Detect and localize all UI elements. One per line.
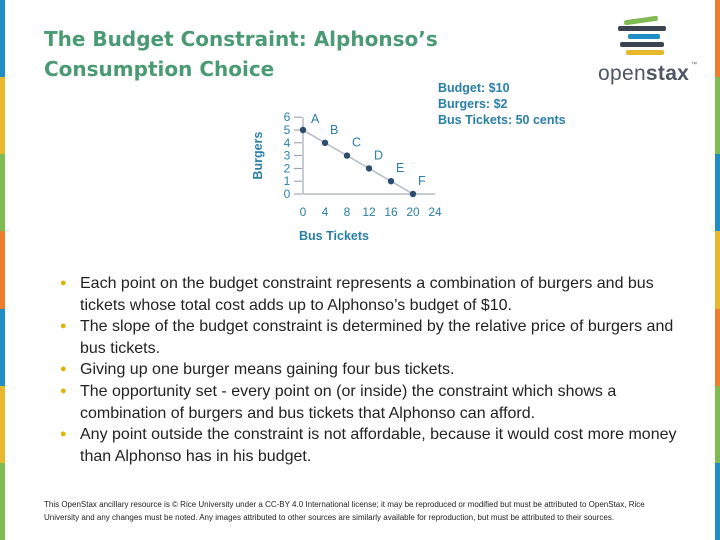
point-label: A bbox=[311, 112, 320, 126]
point-label: D bbox=[374, 148, 384, 163]
data-point-c bbox=[344, 152, 350, 158]
right-edge-stripe bbox=[715, 0, 720, 540]
data-point-d bbox=[366, 165, 372, 171]
data-point-a bbox=[300, 127, 306, 133]
x-tick-label: 20 bbox=[406, 205, 420, 219]
bullet-item bbox=[60, 424, 680, 467]
budget-info-line: Budget: $10 bbox=[438, 81, 510, 95]
bullet-dot-icon: ● bbox=[60, 384, 67, 397]
bullet-dot-icon: ● bbox=[60, 363, 67, 376]
y-axis-title: Burgers bbox=[251, 131, 265, 180]
bullet-item bbox=[60, 273, 680, 316]
data-point-e bbox=[388, 178, 394, 184]
openstax-wordmark: openstax ™ bbox=[598, 62, 698, 85]
point-label: C bbox=[352, 135, 362, 150]
data-point-f bbox=[410, 191, 416, 197]
x-tick-label: 0 bbox=[299, 205, 307, 219]
slide-title: The Budget Constraint: Alphonso’s Consumption Choice bbox=[44, 27, 438, 81]
x-tick-label: 24 bbox=[428, 205, 442, 219]
x-axis-title: Bus Tickets bbox=[299, 229, 369, 243]
y-tick-label: 0 bbox=[283, 187, 291, 201]
y-tick-label: 3 bbox=[283, 148, 291, 163]
y-tick-label: 6 bbox=[283, 110, 291, 125]
bullet-dot-icon: ● bbox=[60, 428, 67, 441]
budget-info-line: Bus Tickets: 50 cents bbox=[438, 113, 566, 127]
budget-info-line: Burgers: $2 bbox=[438, 97, 508, 111]
bullet-dot-icon: ● bbox=[60, 277, 67, 289]
x-tick-label: 12 bbox=[362, 205, 376, 219]
openstax-logo bbox=[596, 16, 696, 86]
x-tick-label: 8 bbox=[343, 205, 351, 219]
point-label: B bbox=[330, 122, 339, 137]
bullet-text: Any point outside the constraint is not affordable, because it would cost more money than Alphonso has in his budget. bbox=[80, 426, 677, 465]
y-tick-label: 1 bbox=[283, 174, 291, 189]
bullet-text: Each point on the budget constraint represents a combination of burgers and bus tickets whose total cost adds up to Alphonso’s budget of $10. bbox=[80, 275, 654, 314]
data-point-b bbox=[322, 140, 328, 146]
y-tick-label: 4 bbox=[283, 135, 291, 150]
x-tick-label: 4 bbox=[321, 205, 329, 219]
bullet-text: The slope of the budget constraint is determined by the relative price of burgers and bus tickets. bbox=[80, 318, 674, 357]
bullet-list bbox=[60, 273, 680, 467]
openstax-logo-icon bbox=[614, 16, 674, 56]
y-tick-label: 2 bbox=[283, 161, 291, 176]
point-label: F bbox=[418, 174, 426, 188]
bullet-text: The opportunity set - every point on (or inside) the constraint which shows a combination of burgers and bus tickets that Alphonso can afford. bbox=[80, 382, 617, 422]
bullet-dot-icon: ● bbox=[60, 320, 67, 333]
budget-constraint-chart bbox=[240, 104, 585, 249]
y-tick-label: 5 bbox=[283, 123, 291, 137]
license-footer: This OpenStax ancillary resource is © Rice University under a CC-BY 4.0 International license; it may be reproduced or modified but must be attributed to OpenStax, Rice University and any changes must be noted. Any images attributed to other sources are similarly available for reproduction, but must be attributed to their sources. bbox=[44, 500, 645, 522]
bullet-item bbox=[60, 381, 680, 424]
left-edge-stripe bbox=[0, 0, 5, 540]
bullet-item bbox=[60, 316, 680, 359]
bullet-item bbox=[60, 359, 680, 381]
x-tick-label: 16 bbox=[384, 205, 398, 219]
point-label: E bbox=[396, 161, 405, 176]
bullet-text: Giving up one burger means gaining four bus tickets. bbox=[80, 361, 455, 379]
